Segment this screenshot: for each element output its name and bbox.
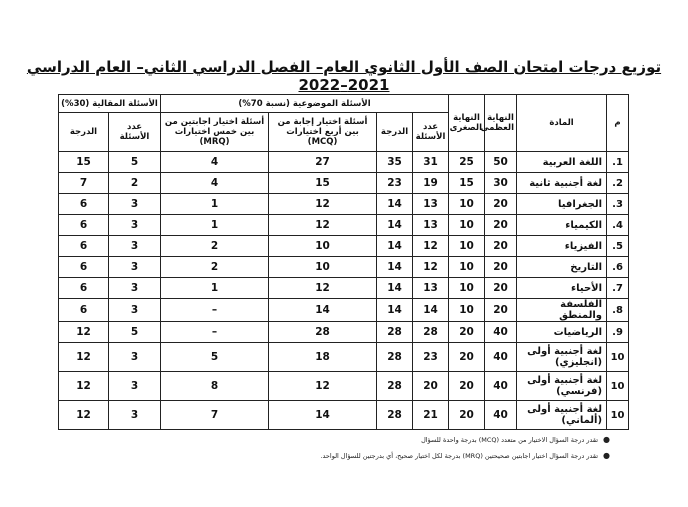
obj-score-cell: 28 xyxy=(377,372,413,401)
essay-score-cell: 6 xyxy=(59,257,109,278)
subject-cell: الفيزياء xyxy=(517,236,607,257)
mrq-cell: 2 xyxy=(161,257,269,278)
row-index: 8. xyxy=(607,299,629,322)
essay-count-cell: 3 xyxy=(109,236,161,257)
header-subject: المادة xyxy=(517,95,607,152)
essay-score-cell: 6 xyxy=(59,236,109,257)
obj-count-cell: 13 xyxy=(413,215,449,236)
essay-count-cell: 5 xyxy=(109,152,161,173)
min-score-cell: 20 xyxy=(449,343,485,372)
footnotes xyxy=(160,432,610,464)
essay-score-cell: 7 xyxy=(59,173,109,194)
header-mcq: أسئلة اختيار إجابة من بين أربع اختيارات (MCQ) xyxy=(269,113,377,152)
row-index: 5. xyxy=(607,236,629,257)
mcq-cell: 10 xyxy=(269,257,377,278)
min-score-cell: 10 xyxy=(449,299,485,322)
subject-cell: الجغرافيا xyxy=(517,194,607,215)
min-score-cell: 20 xyxy=(449,372,485,401)
mrq-cell: – xyxy=(161,299,269,322)
obj-count-cell: 13 xyxy=(413,278,449,299)
table-row xyxy=(59,343,629,372)
row-index: 7. xyxy=(607,278,629,299)
row-index: 10 xyxy=(607,343,629,372)
footnote-item xyxy=(160,432,610,448)
mrq-cell: 4 xyxy=(161,173,269,194)
essay-score-cell: 12 xyxy=(59,343,109,372)
table-row xyxy=(59,152,629,173)
min-score-cell: 10 xyxy=(449,215,485,236)
mcq-cell: 27 xyxy=(269,152,377,173)
subject-cell: لغة أجنبية أولى (فرنسي) xyxy=(517,372,607,401)
row-index: 10 xyxy=(607,401,629,430)
mcq-cell: 12 xyxy=(269,215,377,236)
table-row xyxy=(59,322,629,343)
obj-score-cell: 35 xyxy=(377,152,413,173)
header-row-1 xyxy=(59,95,629,113)
row-index: 2. xyxy=(607,173,629,194)
max-score-cell: 20 xyxy=(485,278,517,299)
row-index: 10 xyxy=(607,372,629,401)
essay-count-cell: 2 xyxy=(109,173,161,194)
min-score-cell: 10 xyxy=(449,257,485,278)
essay-count-cell: 3 xyxy=(109,401,161,430)
obj-score-cell: 14 xyxy=(377,278,413,299)
grades-table xyxy=(58,94,629,430)
obj-score-cell: 23 xyxy=(377,173,413,194)
obj-score-cell: 14 xyxy=(377,257,413,278)
max-score-cell: 40 xyxy=(485,322,517,343)
mcq-cell: 18 xyxy=(269,343,377,372)
bullet-icon: ● xyxy=(603,451,610,460)
essay-count-cell: 3 xyxy=(109,372,161,401)
header-mrq: أسئلة اختيار اجابتين من بين خمس اختيارات (MRQ) xyxy=(161,113,269,152)
essay-score-cell: 6 xyxy=(59,299,109,322)
min-score-cell: 10 xyxy=(449,278,485,299)
min-score-cell: 20 xyxy=(449,401,485,430)
table-row xyxy=(59,215,629,236)
header-obj-count: عدد الأسئلة xyxy=(413,113,449,152)
essay-count-cell: 3 xyxy=(109,343,161,372)
obj-score-cell: 28 xyxy=(377,343,413,372)
mcq-cell: 14 xyxy=(269,299,377,322)
mcq-cell: 12 xyxy=(269,278,377,299)
obj-count-cell: 21 xyxy=(413,401,449,430)
row-index: 3. xyxy=(607,194,629,215)
subject-cell: الفلسفة والمنطق xyxy=(517,299,607,322)
table-row xyxy=(59,278,629,299)
subject-cell: الكيمياء xyxy=(517,215,607,236)
essay-count-cell: 3 xyxy=(109,194,161,215)
footnote-text: تقدر درجة السؤال الاختيار من متعدد (MCQ) بدرجة واحدة للسؤال xyxy=(421,436,599,444)
table-row xyxy=(59,401,629,430)
subject-cell: لغة أجنبية أولى (انجليزي) xyxy=(517,343,607,372)
essay-count-cell: 5 xyxy=(109,322,161,343)
max-score-cell: 20 xyxy=(485,236,517,257)
header-min-score: النهاية الصغرى xyxy=(449,95,485,152)
mcq-cell: 12 xyxy=(269,372,377,401)
table-row xyxy=(59,299,629,322)
table-row xyxy=(59,372,629,401)
mrq-cell: 8 xyxy=(161,372,269,401)
min-score-cell: 20 xyxy=(449,322,485,343)
essay-score-cell: 6 xyxy=(59,278,109,299)
max-score-cell: 20 xyxy=(485,257,517,278)
subject-cell: لغة أجنبية أولى (ألماني) xyxy=(517,401,607,430)
obj-count-cell: 28 xyxy=(413,322,449,343)
subject-cell: الرياضيات xyxy=(517,322,607,343)
bullet-icon: ● xyxy=(603,435,610,444)
obj-count-cell: 23 xyxy=(413,343,449,372)
essay-score-cell: 12 xyxy=(59,401,109,430)
obj-score-cell: 28 xyxy=(377,322,413,343)
mcq-cell: 12 xyxy=(269,194,377,215)
subject-cell: لغة أجنبية ثانية xyxy=(517,173,607,194)
footnote-text: تقدر درجة السؤال اختيار اجابتين صحيحتين (MRQ) بدرجة لكل اختيار صحيح، أي بدرجتين للسؤال الواحد. xyxy=(320,452,599,460)
mrq-cell: 4 xyxy=(161,152,269,173)
obj-count-cell: 13 xyxy=(413,194,449,215)
row-index: 9. xyxy=(607,322,629,343)
min-score-cell: 10 xyxy=(449,194,485,215)
mrq-cell: 5 xyxy=(161,343,269,372)
page-title: توزيع درجات امتحان الصف الأول الثانوي العام– الفصل الدراسي الثاني– العام الدراسي 2021–2022 xyxy=(26,58,662,94)
mcq-cell: 14 xyxy=(269,401,377,430)
essay-count-cell: 3 xyxy=(109,299,161,322)
table-row xyxy=(59,173,629,194)
grades-table-container xyxy=(58,94,628,430)
mrq-cell: 1 xyxy=(161,278,269,299)
obj-score-cell: 14 xyxy=(377,194,413,215)
row-index: 1. xyxy=(607,152,629,173)
essay-score-cell: 12 xyxy=(59,372,109,401)
obj-count-cell: 12 xyxy=(413,257,449,278)
max-score-cell: 40 xyxy=(485,372,517,401)
essay-score-cell: 12 xyxy=(59,322,109,343)
mrq-cell: 1 xyxy=(161,194,269,215)
max-score-cell: 40 xyxy=(485,343,517,372)
min-score-cell: 15 xyxy=(449,173,485,194)
subject-cell: الأحياء xyxy=(517,278,607,299)
obj-count-cell: 31 xyxy=(413,152,449,173)
mrq-cell: – xyxy=(161,322,269,343)
table-row xyxy=(59,257,629,278)
max-score-cell: 20 xyxy=(485,299,517,322)
obj-score-cell: 14 xyxy=(377,215,413,236)
max-score-cell: 30 xyxy=(485,173,517,194)
table-body xyxy=(59,152,629,430)
header-essay-group: الأسئلة المقالية (30%) xyxy=(59,95,161,113)
mcq-cell: 15 xyxy=(269,173,377,194)
obj-score-cell: 28 xyxy=(377,401,413,430)
essay-score-cell: 6 xyxy=(59,215,109,236)
min-score-cell: 25 xyxy=(449,152,485,173)
table-row xyxy=(59,236,629,257)
obj-score-cell: 14 xyxy=(377,236,413,257)
mcq-cell: 28 xyxy=(269,322,377,343)
table-row xyxy=(59,194,629,215)
footnote-item xyxy=(160,448,610,464)
obj-score-cell: 14 xyxy=(377,299,413,322)
essay-count-cell: 3 xyxy=(109,278,161,299)
mrq-cell: 7 xyxy=(161,401,269,430)
obj-count-cell: 14 xyxy=(413,299,449,322)
obj-count-cell: 20 xyxy=(413,372,449,401)
max-score-cell: 40 xyxy=(485,401,517,430)
max-score-cell: 20 xyxy=(485,194,517,215)
header-index: م xyxy=(607,95,629,152)
essay-score-cell: 15 xyxy=(59,152,109,173)
essay-count-cell: 3 xyxy=(109,257,161,278)
max-score-cell: 50 xyxy=(485,152,517,173)
header-obj-score: الدرجة xyxy=(377,113,413,152)
obj-count-cell: 19 xyxy=(413,173,449,194)
header-max-score: النهاية العظمى xyxy=(485,95,517,152)
mcq-cell: 10 xyxy=(269,236,377,257)
obj-count-cell: 12 xyxy=(413,236,449,257)
row-index: 6. xyxy=(607,257,629,278)
header-essay-count: عدد الأسئلة xyxy=(109,113,161,152)
row-index: 4. xyxy=(607,215,629,236)
header-essay-score: الدرجة xyxy=(59,113,109,152)
mrq-cell: 1 xyxy=(161,215,269,236)
mrq-cell: 2 xyxy=(161,236,269,257)
header-objective-group: الأسئلة الموضوعية (نسبة 70%) xyxy=(161,95,449,113)
subject-cell: التاريخ xyxy=(517,257,607,278)
min-score-cell: 10 xyxy=(449,236,485,257)
essay-count-cell: 3 xyxy=(109,215,161,236)
max-score-cell: 20 xyxy=(485,215,517,236)
essay-score-cell: 6 xyxy=(59,194,109,215)
subject-cell: اللغة العربية xyxy=(517,152,607,173)
